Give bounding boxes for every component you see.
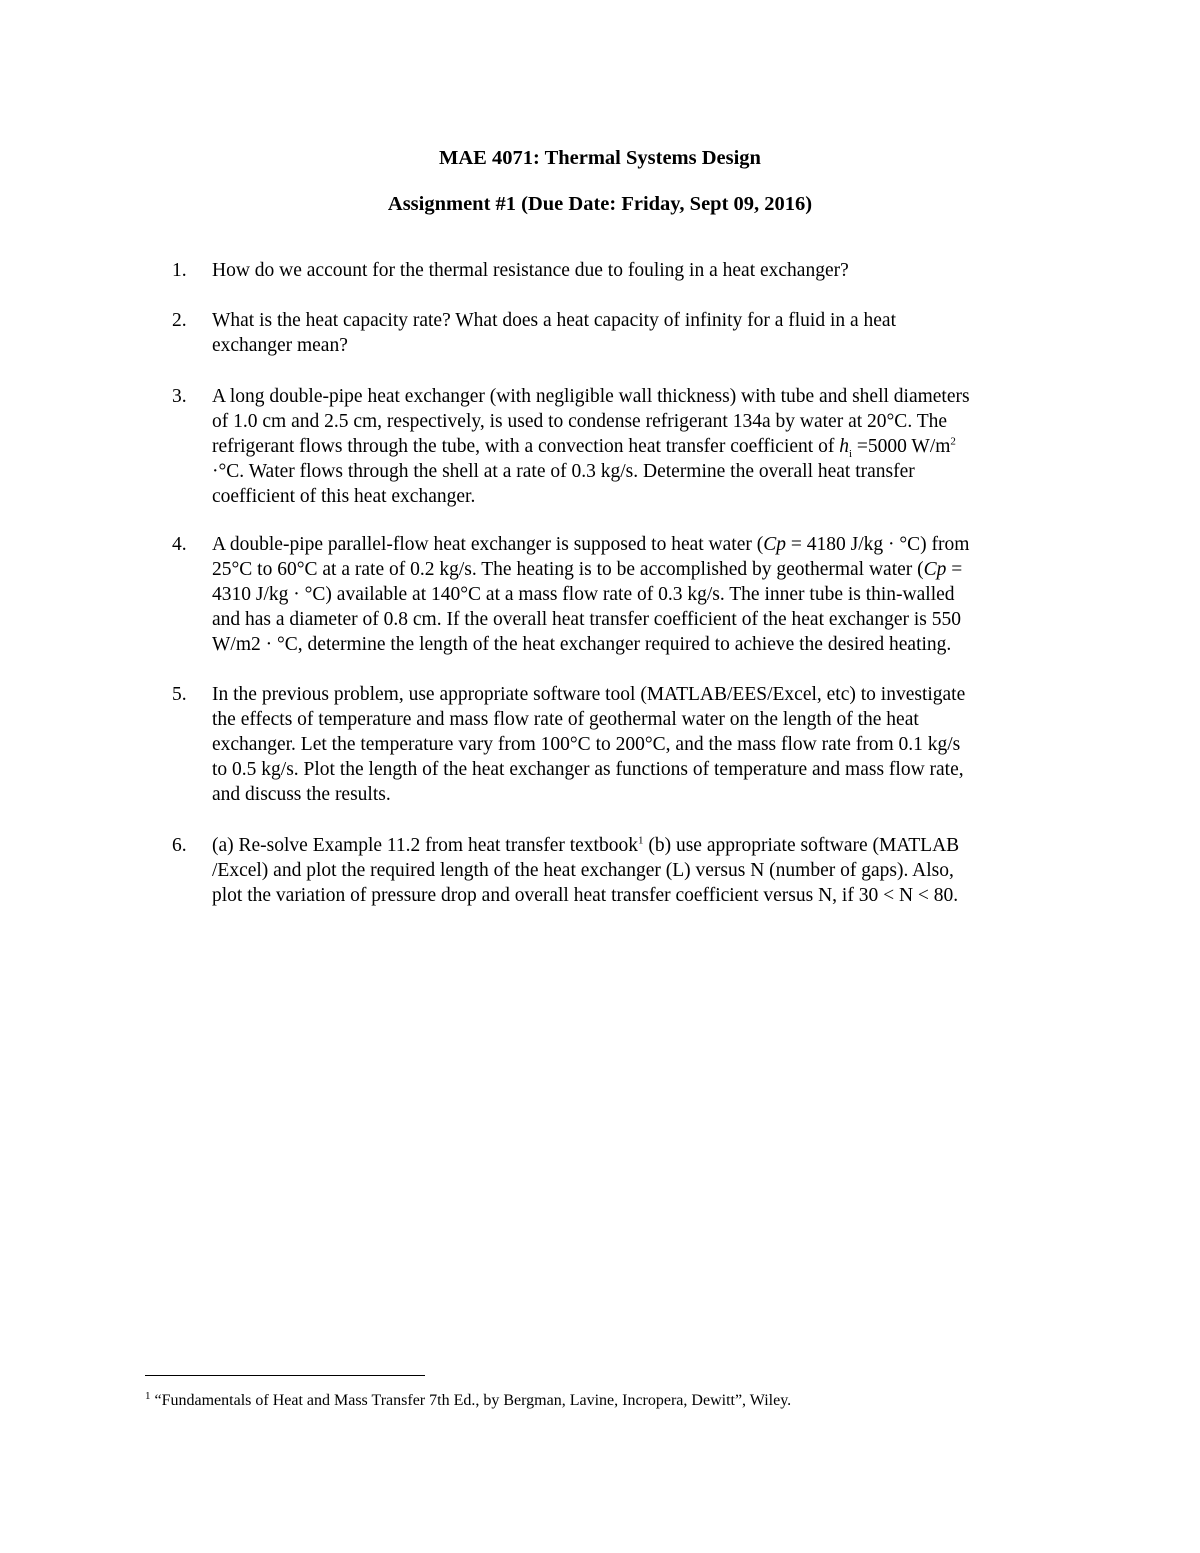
question-line: exchanger mean?: [212, 335, 348, 356]
question-line: ·°C. Water flows through the shell at a rate of 0.3 kg/s. Determine the overall heat transfer: [212, 461, 915, 482]
question-number: 4.: [172, 534, 187, 555]
line-text: = 4180 J/kg · °C) from: [785, 534, 970, 555]
question-text: [212, 682, 1062, 807]
math-symbol: Cp: [923, 559, 947, 580]
question-text: [212, 258, 1062, 283]
question-number: 5.: [172, 684, 187, 705]
footnote-number: 1: [145, 1389, 151, 1402]
question-line: [212, 532, 1062, 557]
question-line: [212, 833, 1062, 858]
question-line: How do we account for the thermal resistance due to fouling in a heat exchanger?: [212, 260, 849, 281]
question-text: [212, 384, 1062, 509]
question-line: In the previous problem, use appropriate software tool (MATLAB/EES/Excel, etc) to investigate: [212, 684, 966, 705]
footnote-text: “Fundamentals of Heat and Mass Transfer 7th Ed., by Bergman, Lavine, Incropera, Dewitt”, Wiley.: [154, 1392, 792, 1409]
question-line: and has a diameter of 0.8 cm. If the overall heat transfer coefficient of the heat exchanger is 550: [212, 609, 961, 630]
question-number: 1.: [172, 260, 187, 281]
question-line: 4310 J/kg · °C) available at 140°C at a mass flow rate of 0.3 kg/s. The inner tube is thin-walled: [212, 584, 955, 605]
footnote-divider: [145, 1375, 425, 1376]
line-text: =: [946, 559, 963, 580]
question-line: What is the heat capacity rate? What does a heat capacity of infinity for a fluid in a heat: [212, 310, 897, 331]
math-subscript: i: [848, 447, 853, 460]
line-text: refrigerant flows through the tube, with a convection heat transfer coefficient of: [212, 436, 840, 457]
question-line: plot the variation of pressure drop and overall heat transfer coefficient versus N, if 30 < N < 80.: [212, 885, 959, 906]
footnote: [145, 1390, 791, 1412]
question-text: [212, 532, 1062, 657]
question-number: 2.: [172, 310, 187, 331]
math-superscript: 2: [950, 435, 956, 448]
line-text: =5000 W/m: [852, 436, 951, 457]
footnote-marker: 1: [637, 834, 644, 847]
question-line: /Excel) and plot the required length of the heat exchanger (L) versus N (number of gaps). Also,: [212, 860, 954, 881]
line-text: (a) Re-solve Example 11.2 from heat transfer textbook: [212, 835, 638, 856]
question-text: [212, 308, 1062, 358]
question-line: A long double-pipe heat exchanger (with negligible wall thickness) with tube and shell diameters: [212, 386, 970, 407]
line-text: (b) use appropriate software (MATLAB: [643, 835, 960, 856]
question-number: 6.: [172, 835, 187, 856]
course-title: MAE 4071: Thermal Systems Design: [439, 147, 761, 169]
line-text: 25°C to 60°C at a rate of 0.2 kg/s. The heating is to be accomplished by geothermal water (: [212, 559, 924, 580]
question-line: to 0.5 kg/s. Plot the length of the heat exchanger as functions of temperature and mass flow rate,: [212, 759, 964, 780]
question-line: and discuss the results.: [212, 784, 391, 805]
question-line: exchanger. Let the temperature vary from 100°C to 200°C, and the mass flow rate from 0.1 kg/s: [212, 734, 961, 755]
assignment-title: Assignment #1 (Due Date: Friday, Sept 09, 2016): [387, 193, 813, 215]
question-line: W/m2 · °C, determine the length of the heat exchanger required to achieve the desired heating.: [212, 634, 952, 655]
question-number: 3.: [172, 386, 187, 407]
question-line: the effects of temperature and mass flow rate of geothermal water on the length of the heat: [212, 709, 919, 730]
question-line: of 1.0 cm and 2.5 cm, respectively, is used to condense refrigerant 134a by water at 20°C. The: [212, 411, 948, 432]
math-symbol: h: [839, 436, 849, 457]
math-symbol: Cp: [763, 534, 786, 555]
question-line: [212, 434, 1062, 459]
question-line: [212, 557, 1062, 582]
line-text: A double-pipe parallel-flow heat exchanger is supposed to heat water (: [212, 534, 764, 555]
question-line: coefficient of this heat exchanger.: [212, 486, 476, 507]
question-text: [212, 833, 1062, 908]
